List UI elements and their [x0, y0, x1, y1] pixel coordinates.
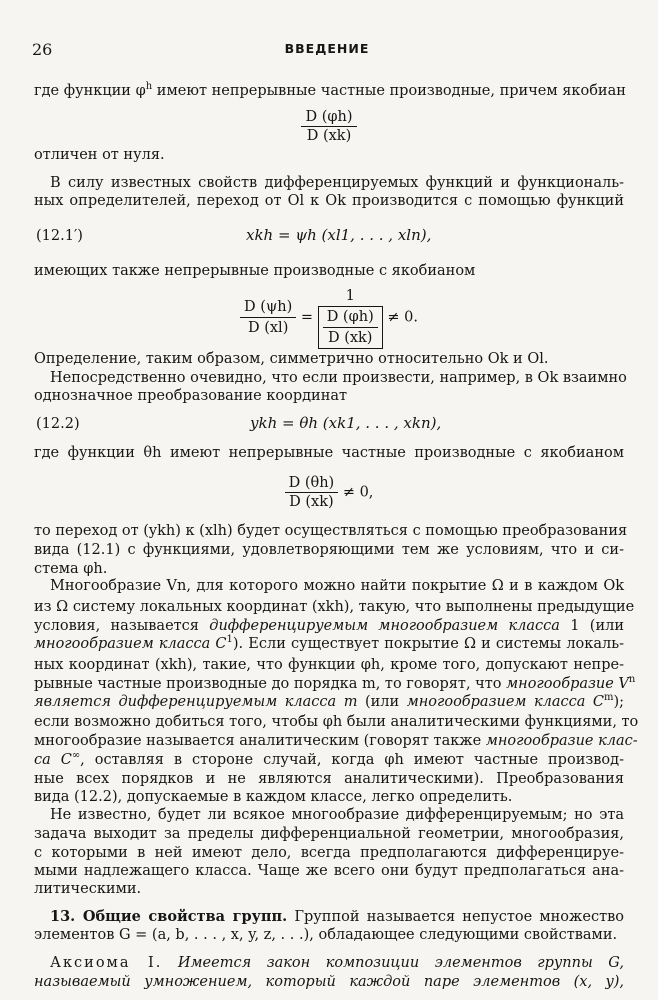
- axiom-label: Аксиома I.: [50, 955, 163, 971]
- jacobian-theta-formula: $\frac{D (\theta h)}{D (xk)}$ ≠ 0,: [0, 474, 658, 511]
- equation-label: (12.2): [36, 416, 80, 432]
- text-line: мыми надлежащего класса. Чаще же всего они будут предполагаться ана-: [34, 863, 624, 879]
- page-number: 26: [32, 40, 53, 59]
- text-line: В силу известных свойств дифференцируемых функций и функциональ-: [50, 175, 624, 191]
- text-line: многообразием класса $C^1$). Если существует покрытие Ω и системы локаль-: [34, 634, 624, 652]
- text-line: вида (12.2), допускаемые в каждом классе, легко определить.: [34, 789, 513, 805]
- text-line: ные всех порядков и не являются аналитическими). Преобразования: [34, 771, 624, 787]
- equation-12-1-prime: xkh = ψh (xl1, . . . , xln),: [246, 226, 432, 244]
- text-line: многообразие называется аналитическим (говорят также многообразие клас-: [34, 733, 638, 749]
- text-line: элементов G = (a, b, . . . , x, y, z, . . .), обладающее следующими свойствами.: [34, 927, 618, 943]
- running-title: ВВЕДЕНИЕ: [284, 41, 370, 56]
- text-line: Определение, таким образом, симметрично относительно Ok и Ol.: [34, 351, 549, 367]
- text-line: ных определителей, переход от Ol к Ok производится с помощью функций: [34, 193, 624, 209]
- equation-12-2: ykh = θh (xk1, . . . , xkn),: [250, 414, 442, 432]
- text-line: называемый умножением, который каждой паре элементов (x, y),: [34, 974, 624, 990]
- text-line: если возможно добиться того, чтобы φh были аналитическими функциями, то: [34, 714, 639, 730]
- text-line: Непосредственно очевидно, что если произвести, например, в Ok взаимно: [50, 370, 627, 386]
- text-line: то переход от (ykh) к (xlh) будет осуществляться с помощью преобразования: [34, 523, 628, 539]
- text-line: отличен от нуля.: [34, 147, 165, 163]
- page-header: [32, 40, 622, 64]
- text-line: Не известно, будет ли всякое многообразие дифференцируемым; но эта: [50, 807, 624, 823]
- text-line: стема φh.: [34, 561, 108, 577]
- jacobian-formula: $\frac{D (\varphi h)}{D (xk)}$: [0, 108, 658, 145]
- text-line: задача выходит за пределы дифференциальной геометрии, многообразия,: [34, 826, 624, 842]
- text-line: условия, называется дифференцируемым многообразием класса 1 (или: [34, 618, 624, 634]
- axiom-first-line: Аксиома I. Имеется закон композиции элементов группы G,: [50, 955, 624, 971]
- text-line: Многообразие Vn, для которого можно найти покрытие Ω и в каждом Ok: [50, 578, 624, 594]
- text-line: литическими.: [34, 881, 142, 897]
- text-line: имеющих также непрерывные производные с якобианом: [34, 263, 476, 279]
- text-line: однозначное преобразование координат: [34, 388, 348, 404]
- jacobian-inverse-formula: $\frac{D (\psi h)}{D (xl)}$ = $\frac{1}{\frac{D (\varphi h)}{D (xk)}}$ ≠ 0.: [0, 286, 658, 349]
- equation-label: (12.1′): [36, 228, 83, 244]
- section-13-first-line: 13. Общие свойства групп. Группой называется непустое множество: [50, 908, 624, 925]
- text-line: са C∞, оставляя в стороне случай, когда φh имеют частные производ-: [34, 750, 624, 768]
- section-heading: 13. Общие свойства групп.: [50, 908, 288, 925]
- text-line: из Ω систему локальных координат (xkh), такую, что выполнены предыдущие: [34, 599, 635, 615]
- text-line: вида (12.1) с функциями, удовлетворяющими тем же условиям, что и си-: [34, 542, 624, 558]
- text-line: где функции θh имеют непрерывные частные производные с якобианом: [34, 445, 624, 461]
- text-line: является дифференцируемым класса m (или многообразием класса $C^m$);: [34, 692, 625, 710]
- text-line: рывные частные производные до порядка m, то говорят, что многообразие $V^n$: [34, 674, 636, 692]
- text-line: где функции $\varphi^h$ имеют непрерывные частные производные, причем якобиан: [34, 81, 626, 99]
- text-line: с которыми в ней имеют дело, всегда предполагаются дифференцируе-: [34, 845, 624, 861]
- text-line: ных координат (xkh), такие, что функции φh, кроме того, допускают непре-: [34, 657, 624, 673]
